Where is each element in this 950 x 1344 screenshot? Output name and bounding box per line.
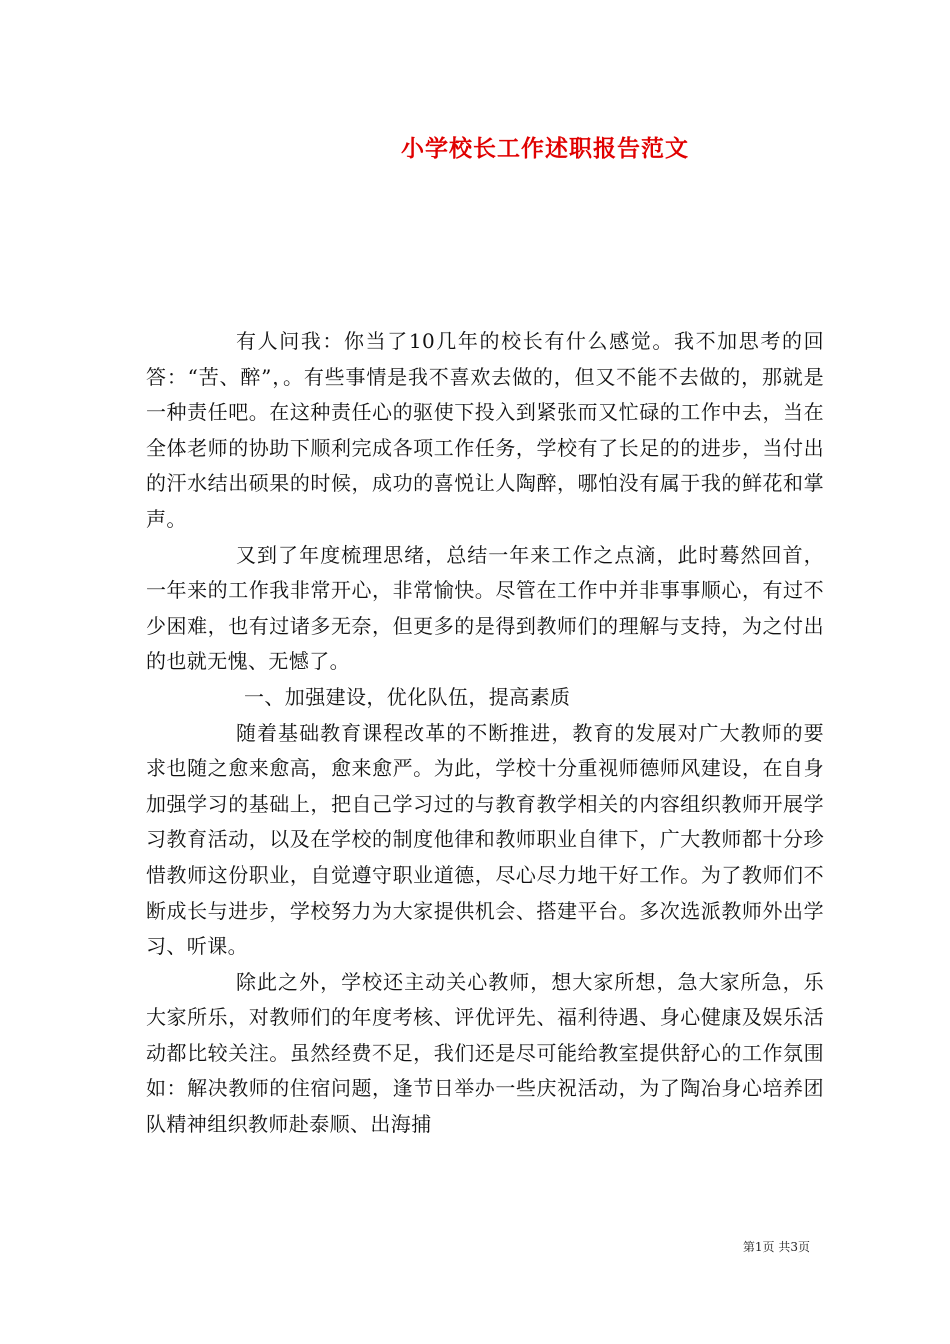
body-paragraph: 除此之外，学校还主动关心教师，想大家所想，急大家所急，乐大家所乐，对教师们的年度考核、评优评先、福利待遇、身心健康及娱乐活动都比较关注。虽然经费不足，我们还是尽可能给教室提供舒心的工作氛围如：解决教师的住宿问题，逢节日举办一些庆祝活动，为了陶冶身心培养团队精神组织教师赴泰顺、出海捕 (146, 969, 824, 1137)
section-heading: 一、加强建设，优化队伍，提高素质 (244, 684, 571, 709)
body-paragraph: 随着基础教育课程改革的不断推进，教育的发展对广大教师的要求也随之愈来愈高，愈来愈严。为此，学校十分重视师德师风建设，在自身加强学习的基础上，把自己学习过的与教育教学相关的内容组织教师开展学习教育活动，以及在学校的制度他律和教师职业自律下，广大教师都十分珍惜教师这份职业，自觉遵守职业道德，尽心尽力地干好工作。为了教师们不断成长与进步，学校努力为大家提供机会、搭建平台。多次选派教师外出学习、听课。 (146, 720, 824, 959)
body-paragraph: 又到了年度梳理思绪，总结一年来工作之点滴，此时蓦然回首，一年来的工作我非常开心，非常愉快。尽管在工作中并非事事顺心，有过不少困难，也有过诸多无奈，但更多的是得到教师们的理解与支持，为之付出的也就无愧、无憾了。 (146, 542, 824, 674)
document-title: 小学校长工作述职报告范文 (401, 135, 689, 162)
page-footer: 第1页 共3页 (742, 1240, 810, 1254)
body-paragraph: 有人问我：你当了10几年的校长有什么感觉。我不加思考的回答：“苦、醉”，。有些事情是我不喜欢去做的，但又不能不去做的，那就是一种责任吧。在这种责任心的驱使下投入到紧张而又忙碌的工作中去，当在全体老师的协助下顺利完成各项工作任务，学校有了长足的的进步，当付出的汗水结出硕果的时候，成功的喜悦让人陶醉，哪怕没有属于我的鲜花和掌声。 (146, 329, 824, 531)
document-body (146, 324, 824, 1143)
